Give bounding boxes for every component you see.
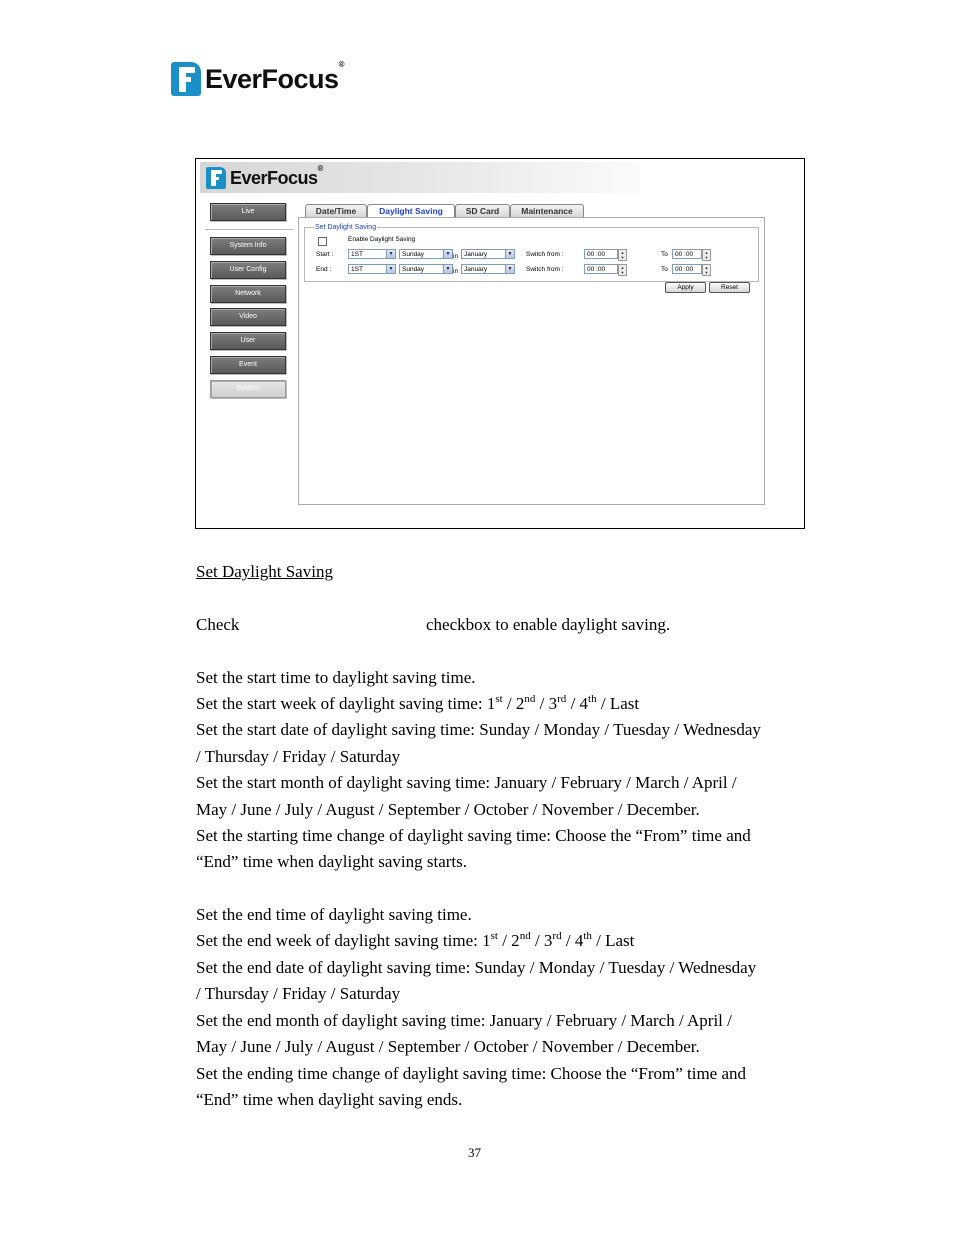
start-month-line-2: May / June / July / August / September / October / November / December. [196, 800, 700, 819]
start-week-select[interactable]: 1ST ▼ [348, 249, 396, 259]
sidebar-item-user-config[interactable]: User Config [210, 261, 286, 279]
start-month-select[interactable]: January ▼ [461, 249, 515, 259]
section-title: Set Daylight Saving [196, 562, 333, 581]
chevron-down-icon: ▼ [505, 250, 514, 258]
fieldset-legend: Set Daylight Saving [315, 224, 377, 231]
apply-button[interactable]: Apply [665, 282, 706, 293]
sidebar-item-live[interactable]: Live [210, 203, 286, 221]
web-ui-logo: EverFocus® [206, 167, 323, 189]
check-instruction-prefix: Check [196, 615, 240, 634]
chevron-down-icon: ▼ [386, 250, 395, 258]
start-change-line-1: Set the starting time change of daylight saving time: Choose the “From” time and [196, 826, 751, 845]
start-from-time[interactable]: 00 :00 ▲ ▼ [584, 249, 618, 259]
start-month-line-1: Set the start month of daylight saving time: January / February / March / April / [196, 773, 737, 792]
web-ui-screenshot [195, 158, 805, 529]
end-month-select[interactable]: January ▼ [461, 264, 515, 274]
sidebar-item-network[interactable]: Network [210, 285, 286, 303]
sidebar-item-user[interactable]: User [210, 332, 286, 350]
enable-daylight-label: Enable Daylight Saving [348, 236, 416, 243]
end-change-line-2: “End” time when daylight saving ends. [196, 1090, 463, 1109]
chevron-down-icon: ▼ [443, 250, 452, 258]
end-date-line-2: / Thursday / Friday / Saturday [196, 984, 401, 1003]
spinner-icon[interactable]: ▲ ▼ [618, 249, 627, 261]
start-to-label: To [661, 251, 668, 258]
tab-date-time[interactable]: Date/Time [305, 204, 367, 218]
sidebar-item-system-info[interactable]: System Info [210, 237, 286, 255]
start-to-time[interactable]: 00 :00 ▲ ▼ [672, 249, 702, 259]
sidebar-item-video[interactable]: Video [210, 308, 286, 326]
end-week-line: Set the end week of daylight saving time: 1st / 2nd / 3rd / 4th / Last [196, 930, 635, 950]
tab-daylight-saving[interactable]: Daylight Saving [367, 204, 455, 218]
start-change-line-2: “End” time when daylight saving starts. [196, 852, 467, 871]
tab-maintenance[interactable]: Maintenance [510, 204, 584, 218]
tab-sd-card[interactable]: SD Card [455, 204, 510, 218]
chevron-down-icon: ▼ [505, 265, 514, 273]
everfocus-f-icon [206, 167, 226, 189]
start-day-select[interactable]: Sunday ▼ [399, 249, 453, 259]
web-ui-header [200, 162, 640, 193]
end-change-line-1: Set the ending time change of daylight saving time: Choose the “From” time and [196, 1064, 747, 1083]
end-switch-from-label: Switch from : [526, 266, 564, 273]
start-date-line-2: / Thursday / Friday / Saturday [196, 747, 401, 766]
end-from-time[interactable]: 00 :00 ▲ ▼ [584, 264, 618, 274]
end-date-line-1: Set the end date of daylight saving time: Sunday / Monday / Tuesday / Wednesday [196, 958, 757, 977]
end-to-time[interactable]: 00 :00 ▲ ▼ [672, 264, 702, 274]
spinner-icon[interactable]: ▲ ▼ [702, 264, 711, 276]
start-label: Start : [316, 251, 334, 258]
end-to-label: To [661, 266, 668, 273]
check-instruction-suffix: checkbox to enable daylight saving. [426, 615, 671, 634]
enable-daylight-checkbox[interactable] [318, 237, 327, 246]
chevron-down-icon: ▼ [386, 265, 395, 273]
everfocus-logo [171, 61, 344, 97]
start-switch-from-label: Switch from : [526, 251, 564, 258]
end-label: End : [316, 266, 332, 273]
sidebar-divider [205, 229, 293, 230]
end-month-line-1: Set the end month of daylight saving time: January / February / March / April / [196, 1011, 732, 1030]
chevron-down-icon: ▼ [443, 265, 452, 273]
end-month-line-2: May / June / July / August / September / October / November / December. [196, 1037, 700, 1056]
spinner-icon[interactable]: ▲ ▼ [702, 249, 711, 261]
page-number: 37 [468, 1145, 481, 1160]
sidebar-item-event[interactable]: Event [210, 356, 286, 374]
start-in-label: in [453, 253, 459, 260]
end-day-select[interactable]: Sunday ▼ [399, 264, 453, 274]
sidebar-item-system[interactable]: System [210, 380, 286, 398]
spinner-icon[interactable]: ▲ ▼ [618, 264, 627, 276]
end-week-select[interactable]: 1ST ▼ [348, 264, 396, 274]
end-intro: Set the end time of daylight saving time. [196, 905, 472, 924]
start-date-line-1: Set the start date of daylight saving time: Sunday / Monday / Tuesday / Wednesday [196, 720, 761, 739]
everfocus-f-icon [171, 62, 201, 96]
start-week-line: Set the start week of daylight saving time: 1st / 2nd / 3rd / 4th / Last [196, 693, 640, 713]
end-in-label: in [453, 268, 459, 275]
start-intro: Set the start time to daylight saving time. [196, 668, 476, 687]
reset-button[interactable]: Reset [709, 282, 750, 293]
logo-brand: EverFocus® [205, 59, 344, 94]
